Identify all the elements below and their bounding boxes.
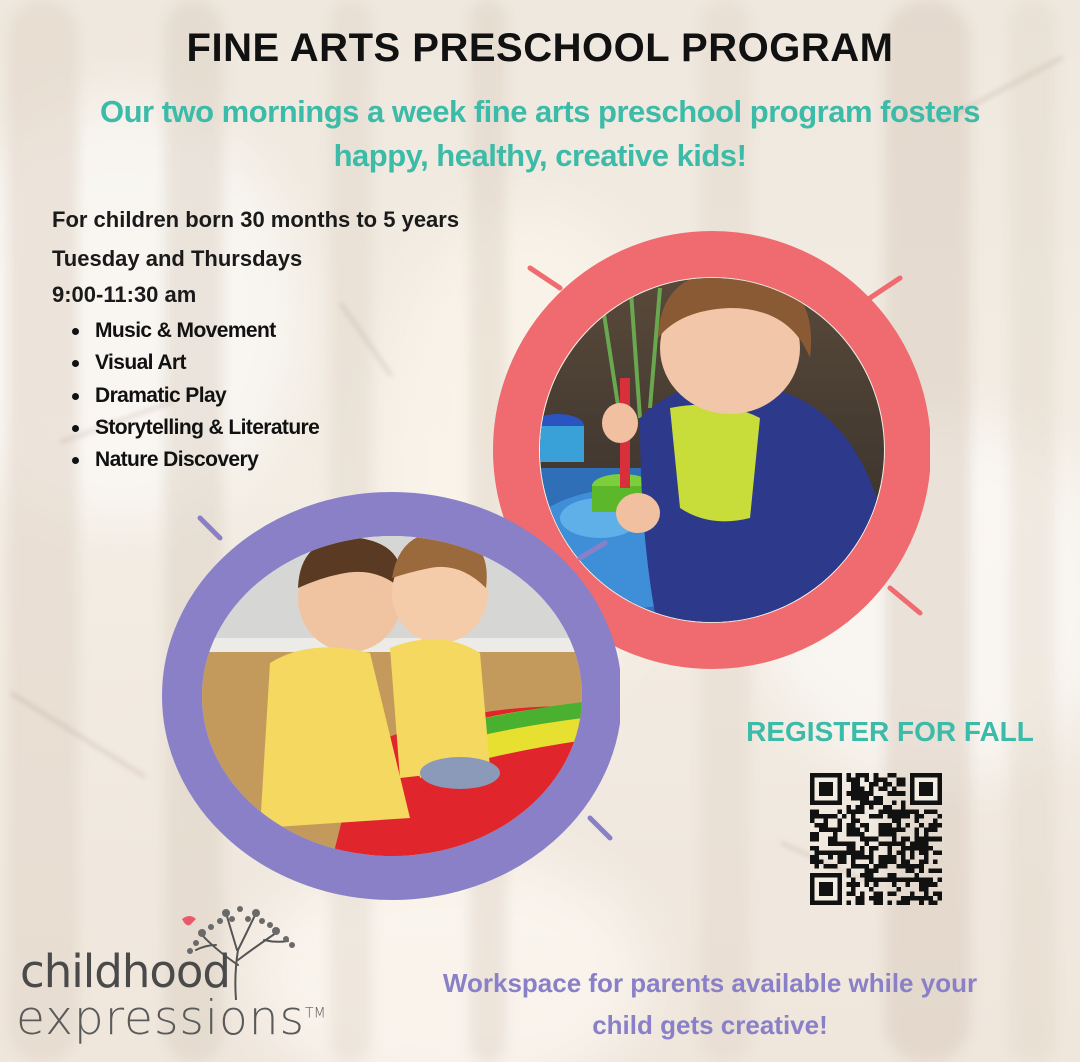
workspace-line-1: Workspace for parents available while your — [442, 968, 978, 998]
activity-item: Music & Movement — [71, 314, 319, 346]
activity-item: Dramatic Play — [71, 379, 319, 411]
days-text: Tuesday and Thursdays — [52, 246, 303, 271]
brand-logo — [16, 905, 346, 1050]
register-heading: REGISTER FOR FALL — [746, 716, 1034, 747]
subtitle-line-2: happy, healthy, creative kids! — [333, 138, 747, 173]
bird-icon — [182, 916, 196, 925]
logo-word-expressions-text: expressions — [16, 991, 306, 1046]
activity-item: Nature Discovery — [71, 443, 319, 475]
workspace-line-2: child gets creative! — [592, 1010, 828, 1040]
logo-word-expressions — [16, 991, 326, 1046]
trademark-mark: TM — [305, 1005, 326, 1022]
age-range-text: For children born 30 months to 5 years — [52, 207, 460, 232]
activities-list — [71, 314, 319, 475]
activity-item: Storytelling & Literature — [71, 411, 319, 443]
qr-code-icon[interactable] — [810, 773, 942, 905]
workspace-note — [400, 962, 1020, 1046]
play-photo-circle — [160, 488, 620, 908]
time-text: 9:00-11:30 am — [52, 282, 197, 307]
activity-item: Visual Art — [71, 346, 319, 378]
page-subtitle — [40, 90, 1040, 178]
page-title: FINE ARTS PRESCHOOL PROGRAM — [186, 26, 894, 70]
subtitle-line-1: Our two mornings a week fine arts preschool program fosters — [99, 94, 981, 129]
logo-word-childhood: childhood — [20, 945, 230, 998]
